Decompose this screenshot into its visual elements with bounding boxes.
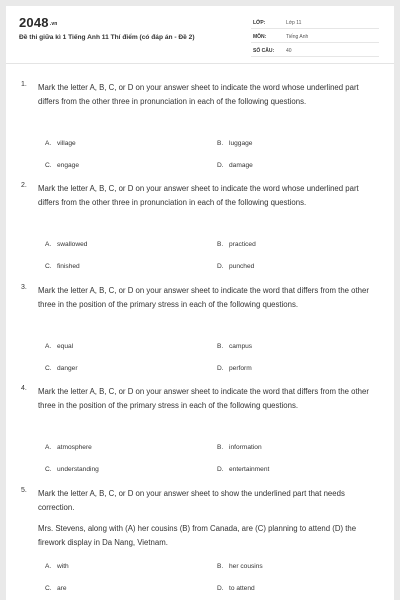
option-letter: D. — [217, 162, 224, 169]
option-text: entertainment — [229, 466, 270, 473]
option-text: to attend — [229, 585, 255, 592]
option-a[interactable] — [45, 140, 76, 147]
option-letter: A. — [45, 140, 52, 147]
option-d[interactable] — [217, 466, 269, 473]
option-letter: A. — [45, 563, 52, 570]
option-letter: C. — [45, 263, 52, 270]
meta-value: 40 — [286, 48, 292, 54]
question-number: 1. — [21, 81, 27, 88]
exam-page — [6, 6, 394, 600]
option-text: finished — [57, 263, 80, 270]
option-d[interactable] — [217, 263, 254, 270]
question-text: Mark the letter A, B, C, or D on your answer sheet to indicate the word that differs from the other three in the position of the primary stress in each of the following questions. — [38, 387, 369, 410]
meta-key: SỐ CÂU: — [253, 48, 275, 54]
option-text: equal — [57, 343, 74, 350]
option-text: village — [57, 140, 76, 147]
option-c[interactable] — [45, 365, 78, 372]
meta-value: Lớp 11 — [286, 20, 302, 26]
option-text: luggage — [229, 140, 253, 147]
option-text: understanding — [57, 466, 99, 473]
meta-key: LỚP: — [253, 20, 266, 26]
question-number: 3. — [21, 284, 27, 291]
option-text: information — [229, 444, 262, 451]
option-text: her cousins — [229, 563, 263, 570]
option-letter: D. — [217, 585, 224, 592]
question-text: Mark the letter A, B, C, or D on your answer sheet to show the underlined part that needs correction. — [38, 489, 345, 512]
option-letter: A. — [45, 444, 52, 451]
option-letter: A. — [45, 343, 52, 350]
option-text: with — [57, 563, 69, 570]
meta-class-row — [251, 16, 379, 29]
option-c[interactable] — [45, 162, 79, 169]
option-a[interactable] — [45, 444, 92, 451]
option-text: practiced — [229, 241, 256, 248]
question-text: Mark the letter A, B, C, or D on your answer sheet to indicate the word that differs from the other three in the position of the primary stress in each of the following questions. — [38, 286, 369, 309]
logo-suffix: .vn — [49, 20, 58, 27]
option-text: campus — [229, 343, 253, 350]
option-b[interactable] — [217, 444, 262, 451]
option-c[interactable] — [45, 263, 80, 270]
site-logo[interactable] — [19, 15, 58, 30]
option-text: punched — [229, 263, 255, 270]
page-header — [6, 6, 394, 64]
option-letter: D. — [217, 466, 224, 473]
meta-value: Tiếng Anh — [286, 34, 309, 40]
option-text: danger — [57, 365, 78, 372]
option-b[interactable] — [217, 343, 252, 350]
question-number: 2. — [21, 182, 27, 189]
option-text: atmosphere — [57, 444, 92, 451]
option-a[interactable] — [45, 343, 73, 350]
option-letter: D. — [217, 263, 224, 270]
option-a[interactable] — [45, 241, 87, 248]
option-d[interactable] — [217, 162, 253, 169]
option-letter: C. — [45, 585, 52, 592]
option-a[interactable] — [45, 563, 69, 570]
option-letter: D. — [217, 365, 224, 372]
option-c[interactable] — [45, 466, 99, 473]
option-letter: C. — [45, 466, 52, 473]
option-b[interactable] — [217, 241, 256, 248]
meta-count-row — [251, 44, 379, 57]
option-letter: A. — [45, 241, 52, 248]
option-letter: C. — [45, 365, 52, 372]
option-letter: C. — [45, 162, 52, 169]
option-text: perform — [229, 365, 252, 372]
option-text: engage — [57, 162, 80, 169]
question-number: 5. — [21, 487, 27, 494]
option-text: swallowed — [57, 241, 88, 248]
option-letter: B. — [217, 563, 224, 570]
option-b[interactable] — [217, 140, 252, 147]
option-b[interactable] — [217, 563, 263, 570]
logo-text: 2048 — [19, 15, 49, 30]
question-sentence: Mrs. Stevens, along with (A) her cousins (B) from Canada, are (C) planning to attend (D) the firework display in Da Nang, Vietnam. — [38, 524, 357, 547]
question-text: Mark the letter A, B, C, or D on your answer sheet to indicate the word whose underlined part differs from the other three in pronunciation in each of the following questions. — [38, 184, 359, 207]
option-letter: B. — [217, 444, 224, 451]
question-number: 4. — [21, 385, 27, 392]
meta-key: MÔN: — [253, 34, 267, 40]
question-text: Mark the letter A, B, C, or D on your answer sheet to indicate the word whose underlined part differs from the other three in pronunciation in each of the following questions. — [38, 83, 359, 106]
option-letter: B. — [217, 241, 224, 248]
meta-subject-row — [251, 30, 379, 43]
option-letter: B. — [217, 140, 224, 147]
option-d[interactable] — [217, 365, 252, 372]
option-letter: B. — [217, 343, 224, 350]
option-c[interactable] — [45, 585, 67, 592]
option-d[interactable] — [217, 585, 255, 592]
option-text: damage — [229, 162, 253, 169]
page-title: Đề thi giữa kì 1 Tiếng Anh 11 Thí điểm (có đáp án - Đề 2) — [19, 34, 195, 41]
option-text: are — [57, 585, 67, 592]
